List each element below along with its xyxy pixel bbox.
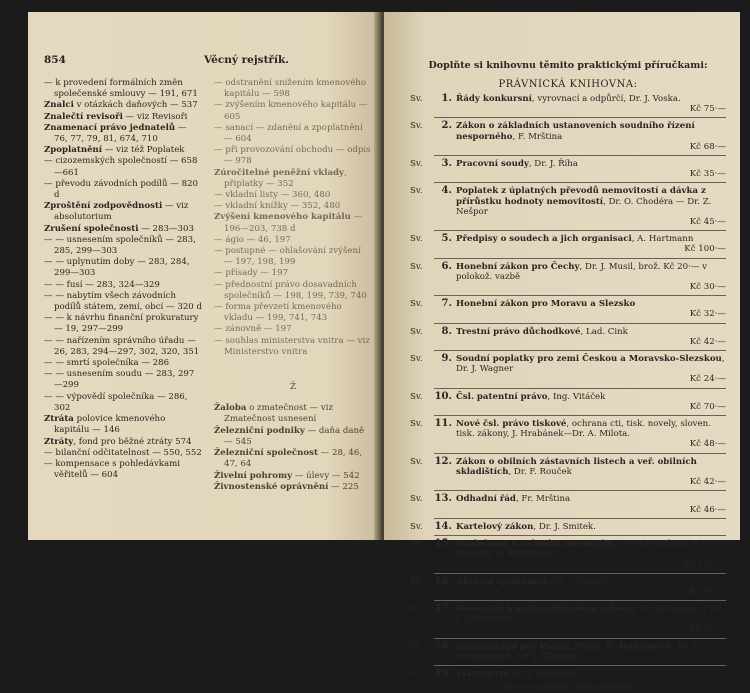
book-description [456, 354, 726, 385]
volume-abbrev: Sv. [410, 494, 423, 505]
book-title: Stavební řád pro Prahu, Plzeň, Č. Budějovice [456, 641, 672, 652]
book-title: Odhadní řád [456, 494, 516, 505]
index-entry-keyword: Zproštění zodpovědnosti [44, 201, 163, 212]
index-entry [214, 168, 372, 190]
entry-divider [434, 350, 726, 351]
index-entry-text: — ágio — 46, 197 [214, 234, 291, 245]
volume-number: 15. [434, 537, 452, 549]
index-column-right-lower [214, 403, 372, 493]
series-title: PRÁVNICKÁ KNIHOVNA: [498, 79, 638, 90]
volume-number: 7. [441, 298, 452, 310]
entry-divider [434, 117, 726, 118]
volume-number: 2. [441, 120, 452, 132]
index-entry-text: , fond pro běžné ztráty 574 [73, 436, 192, 447]
index-entry-text: — forma převzetí kmenového vkladu — 199, 741, 743 [214, 302, 342, 324]
index-entry-text: — cizozemských společností — 658—661 [44, 156, 198, 178]
entry-divider [434, 323, 726, 324]
book-title: Pracovní soudy [456, 159, 529, 170]
index-entry [214, 201, 372, 212]
index-entry-keyword: Ztráta [44, 414, 74, 425]
book-title: Vlastnictví [456, 668, 508, 679]
book-author: , Dr. J. Wagner [456, 354, 725, 375]
book-entry [410, 121, 726, 152]
book-entry [410, 604, 726, 635]
volume-number: 8. [441, 325, 452, 337]
book-author: , Dr. F. Freudenfeld - Dr. J. Kliment [456, 641, 701, 662]
index-entry-keyword: Zvýšení kmenového kapitálu [214, 212, 351, 223]
entry-divider [434, 295, 726, 296]
book-author: , Dr. J. Počvář [547, 576, 607, 587]
index-entry-text: — viz absolutorium [54, 201, 189, 223]
index-entry [44, 201, 202, 223]
book-title: Předpisy o soudech a jich organisaci [456, 234, 632, 245]
book-price: Kč 42·— [689, 336, 726, 347]
book-description [456, 392, 726, 412]
entry-divider [434, 490, 726, 491]
index-column-right [214, 78, 372, 493]
volume-abbrev: Sv. [410, 261, 423, 272]
book-author: , F. Mrština [512, 131, 563, 142]
volume-number: 4. [441, 185, 452, 197]
volume-abbrev: Sv. [410, 456, 423, 467]
volume-number: 18. [434, 640, 452, 652]
index-entry-keyword: Zúročitelné peněžní vklady [214, 167, 345, 178]
index-entry [214, 268, 372, 279]
volume-number: 13. [434, 493, 452, 505]
book-price: Kč 45·— [689, 217, 726, 228]
book-price: Kč 100·— [684, 559, 726, 570]
right-page [384, 12, 740, 693]
index-entry-text: — — nabytím všech závodních podílů státem, zemí, obcí — 320 d [44, 290, 202, 313]
book-author: , Dr. H.Patsch-Dr. P. C. Nesý-Dr. A. Kozáková [456, 538, 711, 560]
book-author: , Fr. Mrština [515, 494, 571, 505]
page-number: 854 [44, 54, 66, 66]
book-title: Společnost s ručením omezeným [456, 538, 614, 549]
index-entry [44, 100, 202, 111]
index-entry [214, 235, 372, 246]
entry-divider [434, 638, 726, 639]
volume-number: 11. [434, 418, 452, 430]
index-entry-text: , připlatky — 352 [224, 167, 347, 189]
book-entry [410, 234, 726, 254]
index-entry-text: — — nařízením správního úřadu — 26, 283, 294—297, 302, 320, 351 [44, 335, 200, 357]
index-entry-text: — úlevy — 542 [292, 470, 360, 481]
volume-abbrev: Sv. [410, 94, 423, 104]
index-entry-text: — — smrtí společníka — 286 [44, 358, 170, 369]
book-price: Kč 68·— [689, 141, 726, 152]
index-entry [44, 437, 202, 448]
volume-abbrev: Sv. [410, 121, 423, 132]
index-entry [44, 369, 202, 391]
book-price: Kč 35·— [689, 169, 726, 180]
volume-number: 5. [441, 233, 452, 245]
index-entry [214, 336, 372, 358]
index-entry-keyword: Železniční společnost [214, 448, 318, 459]
book-price: Kč 30·— [689, 282, 726, 293]
index-entry-text: — sanací — zdanění a zpoplatnění — 604 [214, 122, 363, 145]
list-footer: Vše ve vazbách polokožených. [502, 683, 634, 693]
index-entry [44, 414, 202, 436]
index-entry-text: — souhlas ministerstva vnitra — viz Ministerstvo vnitra [214, 335, 370, 357]
index-entry-keyword: Železniční podniky [214, 425, 305, 436]
index-entry [44, 224, 202, 235]
book-description [456, 94, 726, 114]
index-entry-text: — při provozování obchodu — odpis — 978 [214, 145, 371, 167]
volume-abbrev: Sv. [410, 419, 423, 430]
entry-divider [434, 518, 726, 519]
index-entry-text: — 28, 46, 47, 64 [224, 448, 363, 470]
book-description [456, 577, 726, 597]
volume-number: 14. [434, 520, 452, 532]
entry-divider [434, 415, 726, 416]
index-entry-text: — — k návrhu finanční prokuratury — 19, 297—299 [44, 313, 199, 335]
index-entry-text: — — výpovědí společníka — 286, 302 [44, 391, 188, 413]
index-entry-text: o zmatečnost — viz Zmatečnost usnesení [224, 403, 333, 425]
entry-divider [434, 665, 726, 666]
index-entry [44, 78, 202, 100]
index-entry [214, 145, 372, 167]
volume-abbrev: Sv. [410, 576, 423, 587]
book-author: , Dr. J. Sedláček. [507, 668, 579, 679]
volume-abbrev: Sv. [410, 159, 423, 170]
book-description [456, 669, 726, 679]
volume-number: 6. [441, 260, 452, 272]
index-entry-keyword: Živelní pohromy [214, 470, 293, 481]
book-entry [410, 94, 726, 114]
book-entry [410, 642, 726, 662]
index-entry-text: — přísady — 197 [214, 268, 289, 279]
index-entry-text: — bilanční odčitatelnost — 550, 552 [44, 447, 202, 458]
index-entry-text: — vkladní knížky — 352, 480 [214, 201, 341, 212]
index-entry-keyword: Zrušení společnosti [44, 223, 139, 234]
index-entry-keyword: Znalci [44, 100, 74, 111]
book-description [456, 539, 726, 570]
volume-number: 10. [434, 390, 452, 402]
volume-number: 19. [434, 667, 452, 679]
book-title: Honební zákon pro Moravu a Slezsko [456, 299, 636, 310]
index-entry-keyword: Živnostenské oprávnění [214, 481, 329, 492]
index-column-left [44, 78, 202, 481]
index-entry-text: — vkladní listy — 360, 480 [214, 190, 331, 201]
book-price: Kč 100·— [684, 244, 726, 255]
index-entry [44, 235, 202, 257]
index-entry-text: polovice kmenového kapitálu — 146 [54, 414, 166, 436]
book-description [456, 262, 726, 293]
index-entry-text: — viz též Poplatek [102, 145, 185, 156]
index-entry [214, 448, 372, 470]
index-entry [214, 246, 372, 268]
book-title: Akciová společnost [456, 576, 548, 587]
volume-abbrev: Sv. [410, 299, 423, 310]
book-author: , Dr. J. Musil, brož. Kč 20·— v polokož. vazbě [456, 261, 708, 282]
index-entry-keyword: Znamenací právo jednatelů [44, 122, 176, 133]
book-price: Kč 48·— [689, 439, 726, 450]
entry-divider [434, 453, 726, 454]
book-description [456, 121, 726, 152]
left-page [28, 12, 380, 540]
book-title: Komentář k automobilovému zákonu [456, 603, 634, 614]
book-author: , Dr. F. Rouček [508, 466, 572, 477]
entry-divider [434, 573, 726, 574]
index-column-right-upper [214, 78, 372, 358]
index-entry-text: — k provedení formálních změn společenské smlouvy — 191, 671 [44, 78, 198, 100]
index-entry [44, 392, 202, 414]
book-title: Kartelový zákon [456, 521, 534, 532]
book-entry [410, 392, 726, 412]
book-description [456, 522, 726, 532]
book-entry [410, 159, 726, 179]
volume-abbrev: Sv. [410, 354, 423, 365]
book-entry [410, 419, 726, 450]
open-book [28, 12, 740, 693]
book-price: Kč 75·— [689, 104, 726, 115]
index-entry [214, 324, 372, 335]
book-description [456, 159, 726, 179]
book-author: , vyrovnací a odpůrčí, Dr. J. Voska. [531, 94, 681, 104]
index-entry [214, 302, 372, 324]
volume-number: 1. [441, 93, 452, 104]
volume-abbrev: Sv. [410, 186, 423, 197]
book-price: Kč 32·— [689, 309, 726, 320]
index-entry [214, 280, 372, 302]
index-entry [44, 257, 202, 279]
book-title: Zákon o obilních zástavních listech a veř. obilních skladištích [456, 456, 697, 477]
entry-divider [434, 155, 726, 156]
index-entry-text: — 76, 77, 79, 81, 674, 710 [54, 122, 187, 145]
volume-abbrev: Sv. [410, 603, 423, 614]
volume-abbrev: Sv. [410, 641, 423, 652]
index-entry [44, 179, 202, 201]
index-entry [44, 358, 202, 369]
index-entry-text: — viz Revisoři [122, 111, 188, 122]
book-author: , Lad. Cink [580, 326, 628, 337]
book-entry [410, 262, 726, 293]
entry-divider [434, 600, 726, 601]
index-entry [44, 123, 202, 145]
volume-number: 12. [434, 455, 452, 467]
book-description [456, 234, 726, 254]
entry-divider [434, 230, 726, 231]
index-entry-keyword: Žaloba [214, 403, 247, 414]
index-entry [44, 336, 202, 358]
index-entry [44, 112, 202, 123]
book-author: , A. Hartmann [631, 234, 694, 245]
index-entry-text: — — fusí — 283, 324—329 [44, 279, 160, 290]
volume-abbrev: Sv. [410, 538, 423, 549]
index-entry [214, 482, 372, 493]
index-entry-text: — zánovně — 197 [214, 324, 292, 335]
book-entry [410, 577, 726, 597]
book-author: , Dr. J. Říha [528, 159, 578, 170]
book-entry [410, 494, 726, 514]
book-price: Kč 46·— [689, 504, 726, 515]
book-entry [410, 669, 726, 679]
index-entry-text: — odstranění snížením kmenového kapitálu — 598 [214, 78, 367, 100]
index-entry [44, 448, 202, 459]
entry-divider [434, 535, 726, 536]
index-entry [214, 123, 372, 145]
advert-heading: Doplňte si knihovnu těmito praktickými příručkami: [428, 60, 708, 71]
volume-abbrev: Sv. [410, 521, 423, 532]
book-entry [410, 522, 726, 532]
volume-number: 17. [434, 602, 452, 614]
volume-abbrev: Sv. [410, 391, 423, 402]
index-entry-text: — převodu závodních podílů — 820 d [44, 178, 199, 201]
volume-number: 16. [434, 575, 452, 587]
book-description [456, 457, 726, 488]
book-price: Kč 45·— [689, 624, 726, 635]
index-entry-text: — daňa daně — 545 [224, 425, 365, 447]
entry-divider [434, 258, 726, 259]
book-list [410, 94, 726, 679]
index-entry [214, 78, 372, 100]
index-entry [214, 471, 372, 482]
volume-number: 3. [441, 158, 452, 170]
book-entry [410, 457, 726, 488]
book-title: Čsl. patentní právo [456, 391, 548, 402]
book-title: Soudní poplatky pro zemi Českou a Moravsko-Slezskou [456, 354, 722, 365]
volume-abbrev: Sv. [410, 668, 423, 679]
book-price: Kč 70·— [689, 401, 726, 412]
index-entry-text: — 225 [328, 481, 359, 492]
index-entry-text: — — usnesením soudu — 283, 297—299 [44, 369, 195, 391]
book-author: , Dr. O. Chodéra — Dr. Z. Nešpor [456, 196, 712, 217]
entry-divider [434, 388, 726, 389]
index-entry [44, 280, 202, 291]
book-entry [410, 539, 726, 570]
index-entry [214, 403, 372, 425]
book-author: , Dr. J. Smitek. [533, 521, 596, 532]
book-title: Nové čsl. právo tiskové [456, 419, 567, 430]
book-author: , ochrana cti, tisk. novely, sloven. tisk. zákony, J. Hrabánek—Dr. A. Milota. [456, 419, 711, 440]
volume-abbrev: Sv. [410, 326, 423, 337]
book-entry [410, 186, 726, 227]
book-title: Trestní právo důchodkové [456, 326, 581, 337]
index-entry-text: — — usnesením společníků — 283, 285, 299—303 [44, 234, 196, 257]
book-author: , A. Hartmann — Dr. J. Guttenstein [456, 603, 723, 625]
index-entry [214, 426, 372, 448]
book-entry [410, 354, 726, 385]
index-entry-text: — kompensace s pohledávkami věřitelů — 604 [44, 458, 181, 481]
index-entry-text: — 283—303 [138, 223, 194, 234]
book-description [456, 419, 726, 450]
volume-abbrev: Sv. [410, 234, 423, 245]
book-description [456, 494, 726, 514]
index-entry [44, 459, 202, 481]
book-price: Kč 24·— [689, 374, 726, 385]
index-entry-text: v otázkách daňových — 537 [73, 100, 198, 111]
index-entry [44, 156, 202, 178]
book-description [456, 642, 726, 662]
index-entry-text: — — uplynutím doby — 283, 284, 299—303 [44, 257, 190, 279]
running-title: Věcný rejstřík. [204, 54, 289, 66]
index-entry [214, 212, 372, 234]
book-description [456, 299, 726, 319]
entry-divider [434, 182, 726, 183]
book-entry [410, 327, 726, 347]
index-entry [214, 190, 372, 201]
book-price: Kč 55·— [689, 586, 726, 597]
letter-heading: Ž [290, 382, 296, 393]
index-entry-keyword: Zpoplatnění [44, 145, 103, 156]
index-entry [44, 145, 202, 156]
book-title: Zákon o základních ustanoveních soudního řízení nesporného [456, 121, 695, 142]
book-title: Honební zákon pro Čechy [456, 261, 580, 272]
book-description [456, 604, 726, 635]
book-author: , Ing. Vitáček [547, 391, 606, 402]
book-price: Kč 42·— [689, 477, 726, 488]
volume-number: 9. [441, 353, 452, 365]
index-entry-text: — zvýšením kmenového kapitálu — 605 [214, 100, 368, 122]
book-description [456, 327, 726, 347]
index-entry [214, 100, 372, 122]
index-entry-keyword: Znalečtí revisoři [44, 111, 123, 122]
book-description [456, 186, 726, 227]
index-entry-text: — 196—203, 738 d [224, 212, 363, 234]
index-entry [44, 291, 202, 313]
book-title: Poplatek z úplatných převodů nemovitostí a dávka z přírůstku hodnoty nemovitostí [456, 186, 706, 207]
book-title: Řády konkursní [456, 94, 532, 104]
index-entry-keyword: Ztráty [44, 436, 74, 447]
index-entry [44, 313, 202, 335]
book-entry [410, 299, 726, 319]
index-entry-text: — postupné — ohlašování zvýšení — 197, 198, 199 [214, 246, 361, 268]
index-entry-text: — přednostní právo dosavadních společníků — 198, 199, 739, 740 [214, 279, 367, 301]
